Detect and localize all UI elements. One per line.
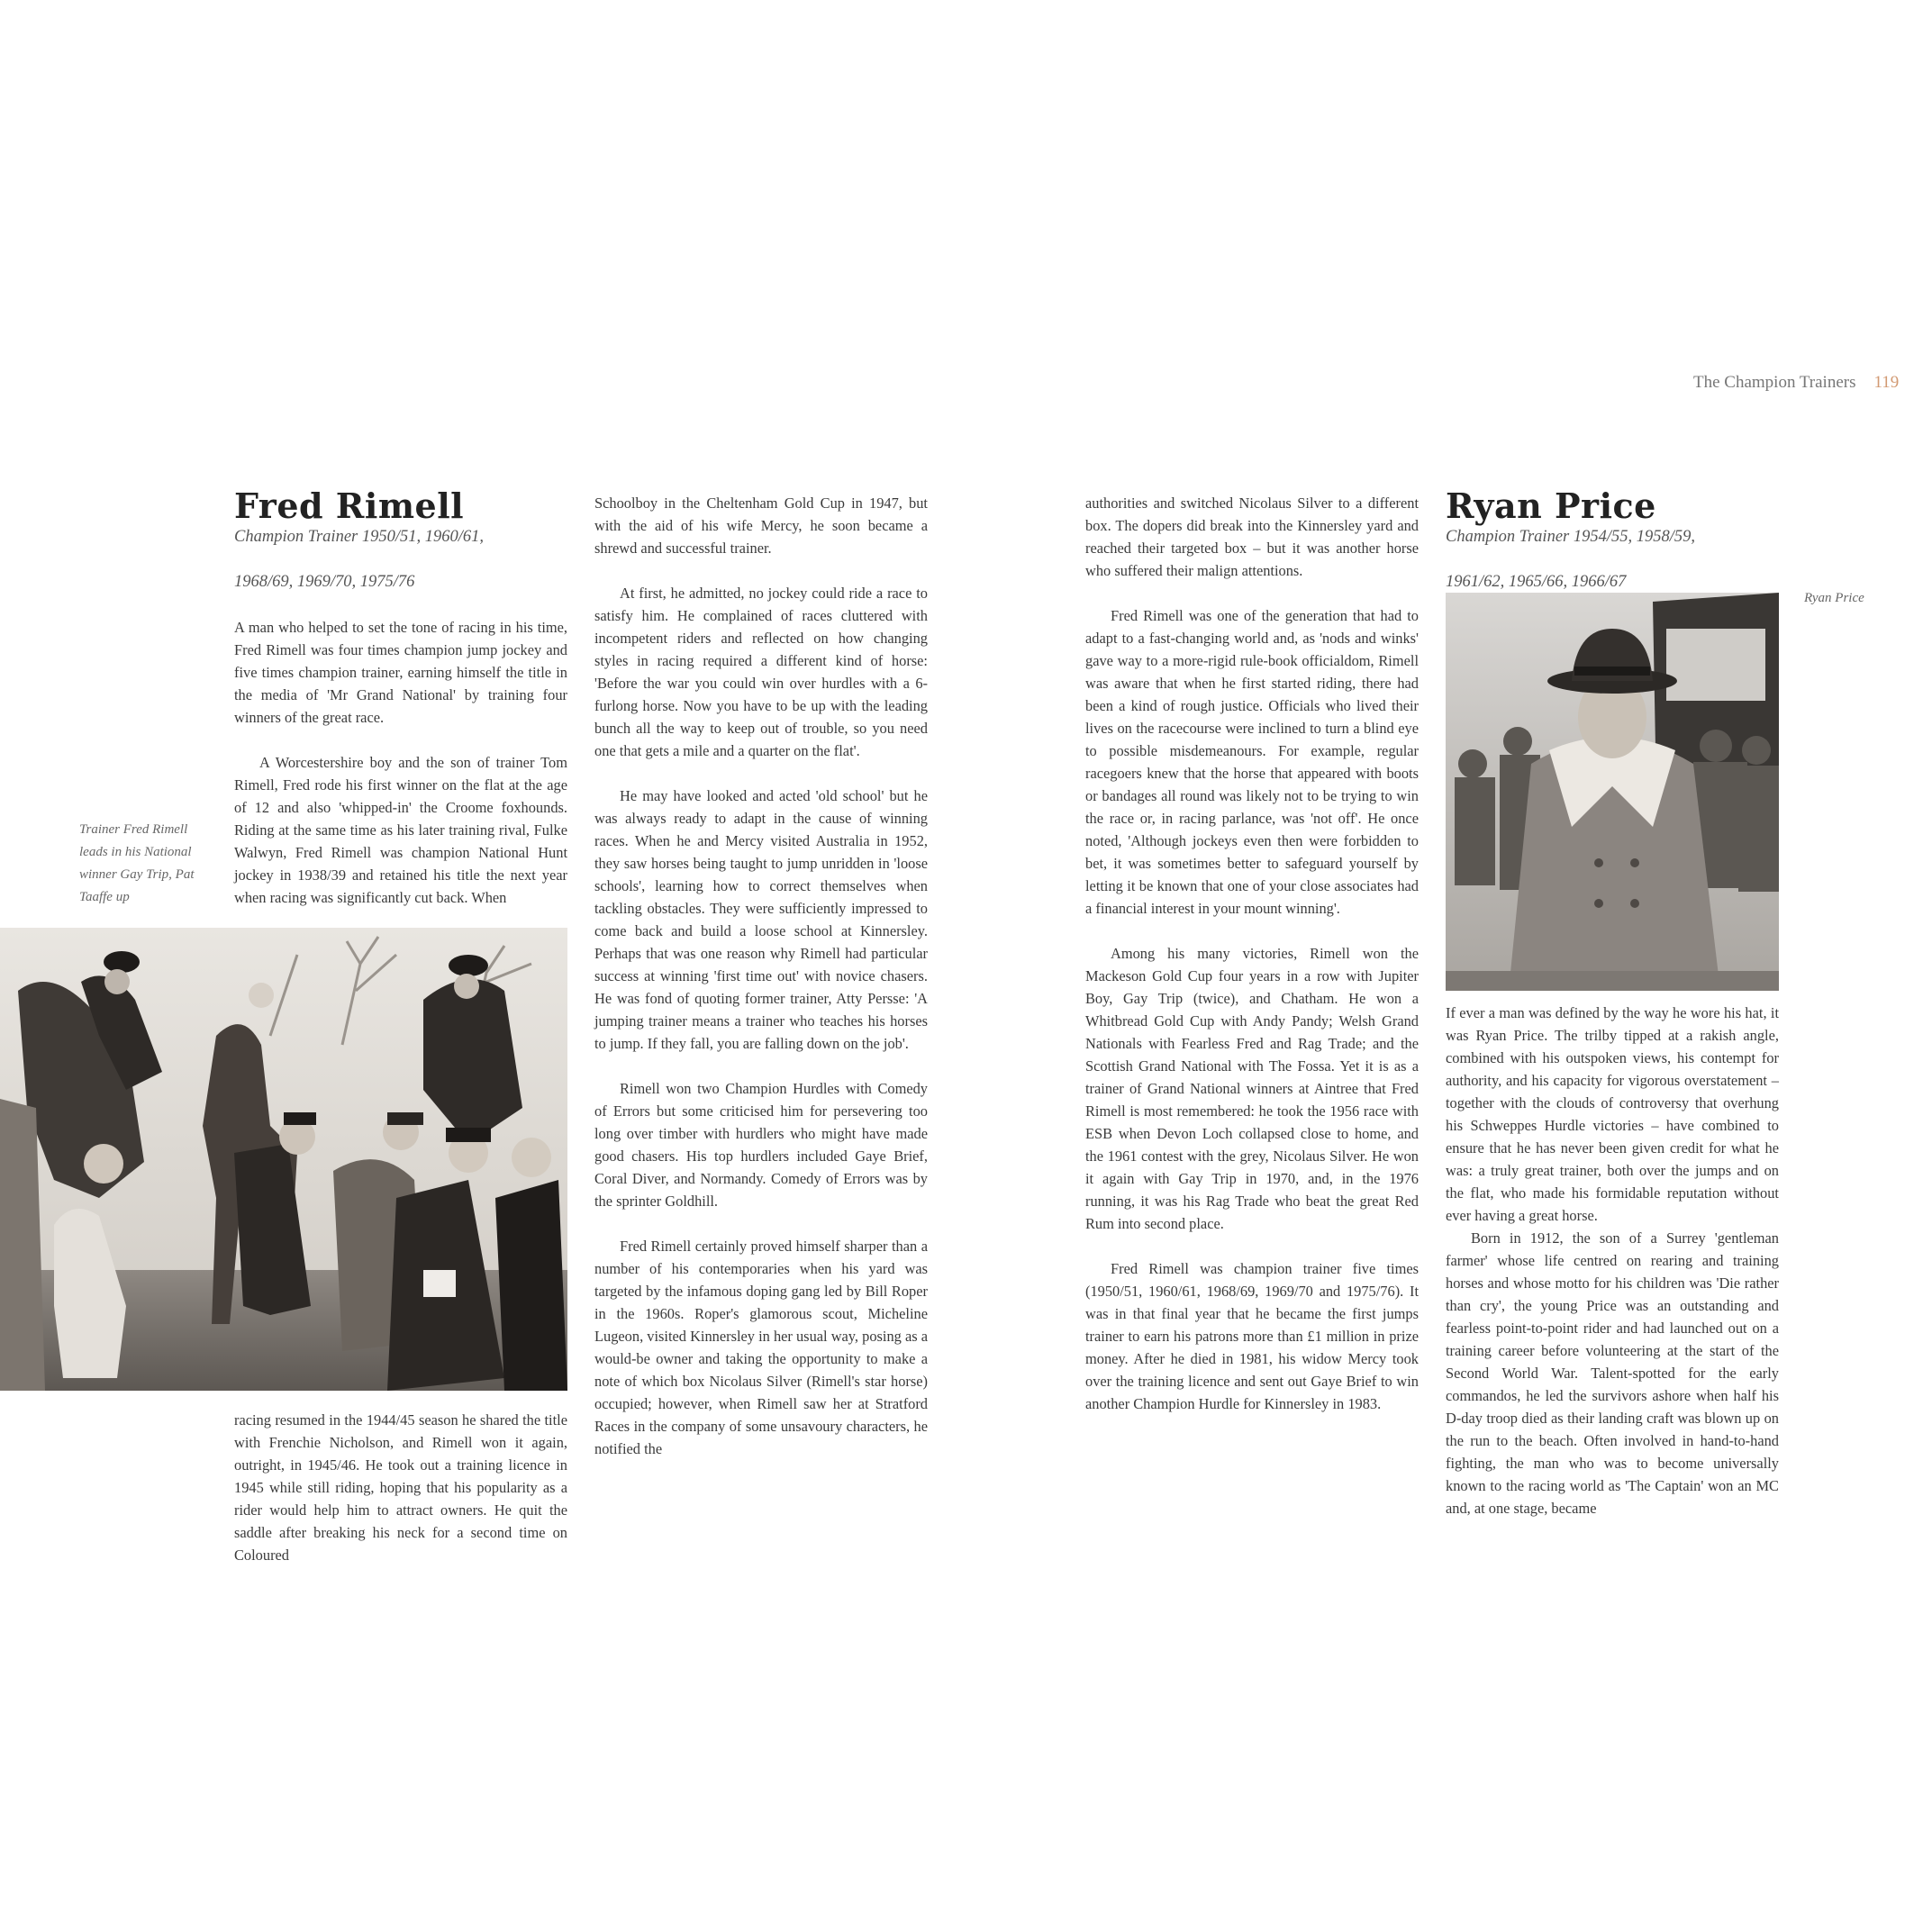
fred-rimell-photo	[0, 928, 567, 1391]
running-head	[1693, 373, 1899, 393]
paragraph: Schoolboy in the Cheltenham Gold Cup in 1947, but with the aid of his wife Mercy, he soon became a shrewd and successful trainer.	[594, 494, 928, 557]
paragraph: He may have looked and acted 'old school' but he was always ready to adapt in the cause of winning races. When he and Mercy visited Australia in 1952, they saw horses being taught to jump unridden in 'loose schools', learning how to correct themselves when tackling obstacles. They were sufficiently impressed to come back and build a loose school at Kinnersley. Perhaps that was one reason why Rimell had particular success at winning 'first time out' with novice chasers. He was fond of quoting former trainer, Atty Persse: 'A jumping trainer means a trainer who teaches his horses to jump. If they fall, you are falling down on the job'.	[594, 787, 928, 1052]
paragraph: Fred Rimell was champion trainer five times (1950/51, 1960/61, 1968/69, 1969/70 and 1975/76). It was in that final year that he became the first jumps trainer to earn his patrons more than £1 million in prize money. After he died in 1981, his widow Mercy took over the training licence and sent out Gaye Brief to win another Champion Hurdle for Kinnersley in 1983.	[1085, 1260, 1419, 1412]
column-1-bottom	[234, 1409, 567, 1566]
fred-rimell-subtitle-line2: 1968/69, 1969/70, 1975/76	[234, 573, 415, 591]
paragraph: If ever a man was defined by the way he wore his hat, it was Ryan Price. The trilby tipped at a rakish angle, combined with his outspoken views, his contempt for authority, and his capacity for vigorous overstatement – together with the clouds of controversy that overhung his Schweppes Hurdle victories – have combined to ensure that he has never been given credit for what he was: a truly great trainer, both over the jumps and on the flat, who made his formidable reputation without ever having a great horse.	[1446, 1004, 1779, 1224]
paragraph: authorities and switched Nicolaus Silver to a different box. The dopers did break into the Kinnersley yard and reached their targeted box – but it was another horse who suffered their malign attentions.	[1085, 494, 1419, 579]
paragraph: Born in 1912, the son of a Surrey 'gentleman farmer' whose life centred on rearing and training horses and whose motto for his children was 'Die rather than cry', the young Price was an outstanding and fearless point-to-point rider and had launched out on a training career before volunteering at the start of the Second World War. Talent-spotted for the early commandos, he led the survivors ashore when half his D-day troop died as their landing craft was blown up on the run to the beach. Often involved in hand-to-hand fighting, the man who was to become universally known to the racing world as 'The Captain' won an MC and, at one stage, became	[1446, 1229, 1779, 1517]
ryan-price-subtitle-line1: Champion Trainer 1954/55, 1958/59,	[1446, 528, 1696, 546]
paragraph: Fred Rimell was one of the generation that had to adapt to a fast-changing world and, as 'nods and winks' gave way to a more-rigid rule-book officialdom, Rimell was aware that when he first started riding, there had been a kind of rough justice. Officials who lived their lives on the racecourse were inclined to turn a blind eye to possible misdemeanours. For example, regular racegoers knew that the horse that appeared with boots or bandages all round was likely not to be trying to win the race or, in racing parlance, was 'not off'. He once noted, 'Although jockeys even then were forbidden to bet, it was sometimes better to safeguard yourself by letting it be known that one of your close associates had a financial interest in your mount winning'.	[1085, 607, 1419, 917]
column-4	[1446, 1002, 1779, 1519]
running-head-title: The Champion Trainers	[1693, 373, 1856, 392]
paragraph: At first, he admitted, no jockey could ride a race to satisfy him. He complained of races cluttered with incompetent riders and reflected on how changing styles in racing required a different kind of horse: 'Before the war you could win over hurdles with a 6-furlong horse. Now you have to be up with the leading bunch all the way to keep out of trouble, so you need one that gets a mile and a quarter on the flat'.	[594, 585, 928, 759]
photo-caption: Trainer Fred Rimell leads in his National winner Gay Trip, Pat Taaffe up	[79, 822, 195, 904]
paragraph: Rimell won two Champion Hurdles with Comedy of Errors but some criticised him for persevering too long over timber with hurdlers who might have made good chasers. His top hurdlers included Gaye Brief, Coral Diver, and Normandy. Comedy of Errors was by the sprinter Goldhill.	[594, 1080, 928, 1210]
ryan-price-heading: Ryan Price	[1446, 485, 1656, 526]
paragraph: Among his many victories, Rimell won the Mackeson Gold Cup four years in a row with Jupiter Boy, Gay Trip (twice), and Chatham. He won a Whitbread Gold Cup with Andy Pandy; Welsh Grand Nationals with Fearless Fred and Rag Trade; and the Scottish Grand National with The Fossa. Yet it is as a trainer of Grand National winners at Aintree that Fred Rimell is most remembered: he took the 1956 race with ESB when Devon Loch collapsed close to home, and the 1961 contest with the grey, Nicolaus Silver. He won it again with Gay Trip in 1970, and, in the 1976 running, it was his Rag Trade who beat the great Red Rum into second place.	[1085, 945, 1419, 1232]
paragraph: Fred Rimell certainly proved himself sharper than a number of his contemporaries when his yard was targeted by the infamous doping gang led by Bill Roper in the 1960s. Roper's glamorous scout, Micheline Lugeon, visited Kinnersley in her usual way, posing as a would-be owner and taking the opportunity to make a note of which box Nicolaus Silver (Rimell's star horse) occupied; however, when Rimell saw her at Stratford Races in the company of some unsavoury characters, he notified the	[594, 1238, 928, 1457]
paragraph: A man who helped to set the tone of racing in his time, Fred Rimell was four times champion jump jockey and five times champion trainer, earning himself the title in the media of 'Mr Grand National' by training four winners of the great race.	[234, 619, 567, 726]
ryan-price-photo	[1446, 593, 1779, 991]
column-1-top	[234, 486, 567, 909]
fred-rimell-heading: Fred Rimell	[234, 485, 465, 526]
paragraph: A Worcestershire boy and the son of trainer Tom Rimell, Fred rode his first winner on the flat at the age of 12 and also 'whipped-in' the Croome foxhounds. Riding at the same time as his later training rival, Fulke Walwyn, Fred Rimell was champion National Hunt jockey in 1938/39 and retained his title the next year when racing was significantly cut back. When	[234, 754, 567, 906]
fred-rimell-subtitle-line1: Champion Trainer 1950/51, 1960/61,	[234, 528, 485, 546]
paragraph: racing resumed in the 1944/45 season he shared the title with Frenchie Nicholson, and Rimell won it again, outright, in 1945/46. He took out a training licence in 1945 while still riding, hoping that his popularity as a rider would help him to attract owners. He quit the saddle after breaking his neck for a second time on Coloured	[234, 1411, 567, 1564]
column-2	[594, 492, 928, 1460]
ryan-price-subtitle-line2: 1961/62, 1965/66, 1966/67	[1446, 573, 1627, 591]
column-3	[1085, 492, 1419, 1415]
ryan-price-caption: Ryan Price	[1804, 591, 1864, 605]
page-number: 119	[1873, 373, 1900, 392]
